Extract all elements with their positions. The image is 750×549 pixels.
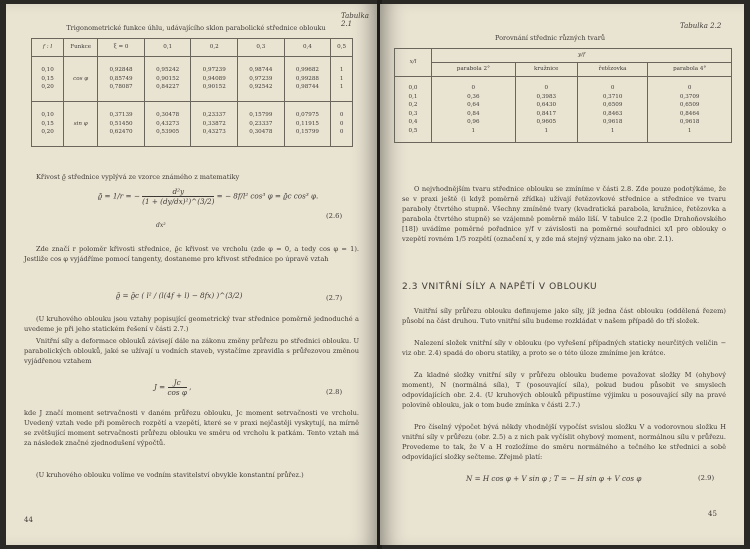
- equation-number: (2.6): [326, 212, 343, 220]
- paragraph: Zde značí r poloměr křivosti střednice, ϱ̄c křivost ve vrcholu (zde φ = 0, a tedy cos φ = 1). Jestliže cos φ vyjádříme pomocí tangenty, dostaneme pro křivost střednice po úpravě vztah: [24, 245, 359, 263]
- table-cell: 0 0,3983 0,6430 0,8417 0,9605 1: [515, 77, 577, 143]
- page-number: 45: [708, 510, 717, 518]
- equation-numerator: Jc: [173, 378, 181, 387]
- table-cell: 0,37139 0,51450 0,62470: [98, 102, 145, 147]
- paragraph: Za kladné složky vnitřní síly v průřezu oblouku budeme považovat složky M (ohybový moment), N (normálná síla), T (posouvající síla), pokud budou působit ve smyslech odpovídajících obr. 2.4. (U kruhových oblouků připustíme výjimku u posouvající síly na pravé polovině oblouku, jak o tom bude zmínka v části 2.7.): [402, 371, 726, 409]
- equation-fraction: [142, 187, 214, 206]
- equation-part: ϱ̄ = 1/r = −: [98, 191, 140, 201]
- table-cell: 0,23337 0,33872 0,43273: [191, 102, 238, 147]
- table-caption: Porovnání střednic různých tvarů: [494, 34, 606, 42]
- table-cell: 0,95242 0,90152 0,84227: [144, 57, 191, 102]
- equation-2-8: [154, 378, 191, 397]
- equation-part: = − 8f/l² cos³ φ = ϱ̄c cos³ φ.: [216, 191, 319, 201]
- table-header: 0,4: [284, 39, 331, 57]
- table-header: kružnice: [515, 63, 577, 77]
- table-row: [395, 77, 732, 143]
- table-header: Funkce: [64, 39, 98, 57]
- table-cell: 0,10 0,15 0,20: [32, 57, 64, 102]
- equation-subterm: dx²: [156, 222, 166, 229]
- table-cell: 0 0,3709 0,6509 0,8464 0,9618 1: [648, 77, 732, 143]
- table-header: 0,1: [144, 39, 191, 57]
- table-label: Tabulka 2.2: [680, 22, 722, 30]
- right-page: [380, 4, 744, 545]
- table-row: [32, 57, 353, 102]
- equation-2-7: ϱ̄ = ϱ̄c ( l² / (l(4f + l) − 8fx) )^(3/2): [116, 291, 243, 300]
- table-header: parabola 2°: [432, 63, 516, 77]
- table-header-row: [395, 49, 732, 63]
- table-header: y/f: [432, 49, 732, 63]
- trig-table: [31, 38, 353, 147]
- equation-numerator: d²y: [172, 187, 185, 196]
- table-cell: 0 0,3710 0,6509 0,8463 0,9618 1: [577, 77, 647, 143]
- equation-part: ,: [189, 382, 192, 392]
- paragraph: Vnitřní síly průřezu oblouku definujeme jako síly, jíž jedna část oblouku (oddělená řezem) působí na část druhou. Tuto vnitřní sílu budeme rozkládat v našem případě do tří složek.: [402, 307, 726, 325]
- equation-2-6: [98, 187, 318, 206]
- equation-number: (2.8): [326, 388, 343, 396]
- paragraph: Pro číselný výpočet bývá někdy vhodnější vypočíst svislou složku V a vodorovnou složku H vnitřní síly v průřezu (obr. 2.5) a z nich pak vyčíslit ohybový moment, normálnou sílu v průřezu. Provedeme to tak, že V a H rozložíme do směru normálného a tečného ke střednici a sobě odpovídající složky sečteme. Zřejmě platí:: [402, 423, 726, 461]
- paragraph: (U kruhového oblouku jsou vztahy popisující geometrický tvar střednice poměrně jednoduché a uvedeme je při jeho statickém řešení v části 2.7.): [24, 315, 359, 333]
- table-header: parabola 4°: [648, 63, 732, 77]
- equation-fraction: [168, 378, 187, 397]
- table-cell: 0,99682 0,99288 0,98744: [284, 57, 331, 102]
- left-page: [6, 4, 378, 545]
- table-header: x/l: [395, 49, 432, 77]
- table-cell: 0,30478 0,43273 0,53905: [144, 102, 191, 147]
- equation-denominator: cos φ: [167, 388, 187, 397]
- paragraph: Křivost ϱ̄ střednice vyplývá ze vzorce známého z matematiky: [36, 173, 240, 181]
- equation-number: (2.9): [698, 474, 715, 482]
- table-header: 0,3: [238, 39, 285, 57]
- table-cell: 1 1 1: [331, 57, 353, 102]
- paragraph: Vnitřní síly a deformace oblouků závisejí dále na zákonu změny průřezu po střednici oblouku. U parabolických oblouků, jaké se užívají u vodních staveb, vystačíme zpravidla s průřezovou změnou vyjádřenou vztahem: [24, 337, 359, 365]
- paragraph: kde J značí moment setrvačnosti v daném průřezu oblouku, Jc moment setrvačnosti ve vrcholu. Uvedený vztah vede při poměrech rozpětí a vzepětí, které se v praxi nejčastěji vyskytují, na mírně se zvětšující moment setrvačnosti průřezu oblouku ve směru od vrcholu k patkám. Tento vztah má za následek značné zjednodušení výpočtů.: [24, 409, 359, 447]
- table-header: ξ = 0: [98, 39, 145, 57]
- table-header: 0,5: [331, 39, 353, 57]
- table-cell: 0,10 0,15 0,20: [32, 102, 64, 147]
- table-header: řetězovka: [577, 63, 647, 77]
- paragraph: (U kruhového oblouku volíme ve vodním stavitelství obvykle konstantní průřez.): [36, 471, 304, 479]
- equation-part: J =: [154, 382, 166, 392]
- table-header-row: [395, 63, 732, 77]
- table-cell: 0 0 0: [331, 102, 353, 147]
- paragraph: O nejvhodnějším tvaru střednice oblouku se zmíníme v části 2.8. Zde pouze podotýkáme, že se v praxi ještě (i když poměrně zřídka) užívají řetězovkové střednice a střednice ve tvaru paraboly čtvrtého stupně. Všechny zmíněné tvary (kvadratická parabola, kružnice, řetězovka a parabola čtvrtého stupně) se vzájemně poměrně málo liší. V tabulce 2.2 (podle Drahoňovského [18]) uvádíme poměrné pořadnice y/f v závislosti na poměrné souřadnici x/l pro oblouky o vzepětí rovném 1/5 rozpětí (označení x, y zde má stejný význam jako na obr. 2.1).: [402, 185, 726, 243]
- page-number: 44: [24, 516, 33, 524]
- equation-2-9: N = H cos φ + V sin φ ; T = − H sin φ + V cos φ: [466, 474, 642, 483]
- equation-number: (2.7): [326, 294, 343, 302]
- table-header: f : l: [32, 39, 64, 57]
- table-header-row: [32, 39, 353, 57]
- table-cell: 0,07975 0,11915 0,15799: [284, 102, 331, 147]
- section-heading: 2.3 VNITŘNÍ SÍLY A NAPĚTÍ V OBLOUKU: [402, 282, 598, 292]
- table-cell: 0,15799 0,23337 0,30478: [238, 102, 285, 147]
- table-cell: 0,98744 0,97239 0,92542: [238, 57, 285, 102]
- comparison-table: [394, 48, 732, 143]
- table-cell: cos φ: [64, 57, 98, 102]
- table-cell: 0,97239 0,94089 0,90152: [191, 57, 238, 102]
- table-cell: 0 0,36 0,64 0,84 0,96 1: [432, 77, 516, 143]
- table-row: [32, 102, 353, 147]
- table-cell: sin φ: [64, 102, 98, 147]
- table-label: Tabulka 2.1: [341, 12, 369, 28]
- equation-denominator: (1 + (dy/dx)²)^(3/2): [142, 197, 215, 206]
- table-caption: Trigonometrické funkce úhlu, udávajícího sklon parabolické střednice oblouku: [66, 24, 326, 32]
- table-header: 0,2: [191, 39, 238, 57]
- table-cell: 0,92848 0,85749 0,78087: [98, 57, 145, 102]
- table-cell: 0,0 0,1 0,2 0,3 0,4 0,5: [395, 77, 432, 143]
- paragraph: Nalezení složek vnitřní síly v oblouku (po vyřešení případných staticky neurčitých veličin − viz obr. 2.4) spadá do oboru statiky, a proto se o této úloze zmíníme jen krátce.: [402, 339, 726, 357]
